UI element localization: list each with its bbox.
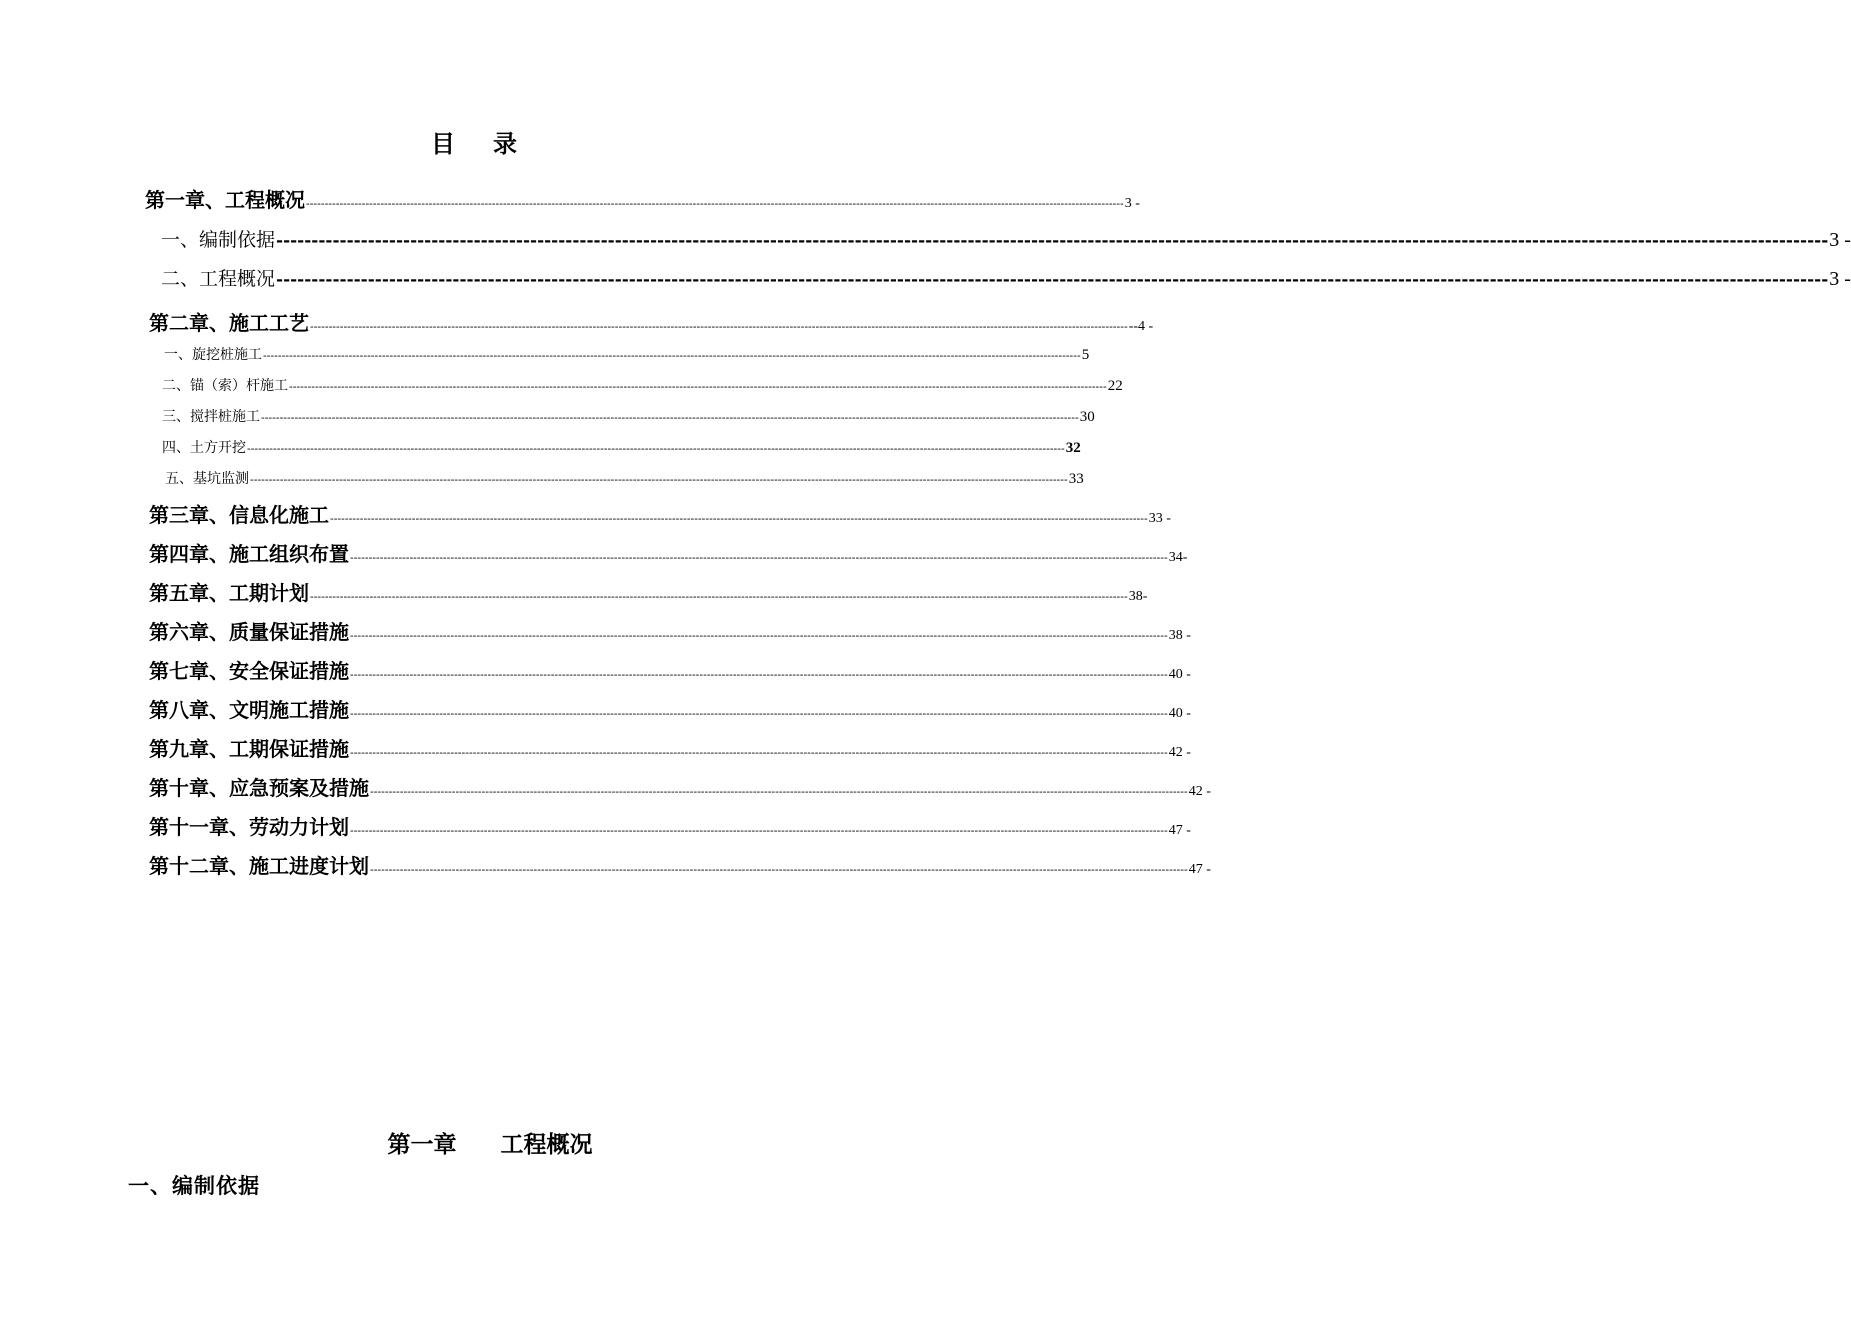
toc-title-right: 录: [493, 129, 519, 158]
toc-leader-dots: ----------------------------------------------------------------------------------------------------------------------------------------------------------------------------------------------------------------------------: [306, 197, 1124, 210]
toc-entry[interactable]: [149, 733, 1191, 762]
toc-leader-dots: ----------------------------------------------------------------------------------------------------------------------------------------------------------------------------------------------------------------------------: [370, 863, 1188, 876]
toc-entry[interactable]: [149, 850, 1211, 879]
toc-entry-label: 第三章、信息化施工: [149, 503, 329, 527]
toc-leader-dots: ----------------------------------------------------------------------------------------------------------------------------------------------------------------------------------------------------------------------------: [261, 411, 1079, 424]
toc-entry-page: 32: [1065, 440, 1081, 456]
toc-entry[interactable]: [162, 406, 1095, 426]
toc-entry[interactable]: [161, 264, 1851, 291]
toc-entry-label: 一、编制依据: [161, 229, 276, 251]
toc-entry-label: 一、旋挖桩施工: [164, 347, 262, 363]
toc-entry-label: 第二章、施工工艺: [149, 311, 309, 335]
toc-entry-page: 3 -: [1124, 196, 1140, 211]
toc-entry-label: 二、工程概况: [161, 268, 276, 290]
toc-entry-page: 47 -: [1188, 862, 1211, 877]
chapter-heading: [0, 1126, 980, 1159]
toc-entry-label: 第五章、工期计划: [149, 581, 309, 605]
toc-entry-label: 第一章、工程概况: [145, 188, 305, 212]
toc-leader-dots: ----------------------------------------------------------------------------------------------------------------------------------------------------------------------------------------------------------------------------: [263, 349, 1081, 362]
toc-entry[interactable]: [149, 694, 1191, 723]
toc-entry[interactable]: [149, 616, 1191, 645]
toc-entry[interactable]: [161, 225, 1851, 252]
toc-leader-dots: ----------------------------------------------------------------------------------------------------------------------------------------------------------------------------------------------------------------------------: [289, 380, 1107, 393]
toc-entry[interactable]: [149, 655, 1191, 684]
toc-entry-page: 40 -: [1168, 706, 1191, 721]
toc-entry-page: 38 -: [1168, 628, 1191, 643]
toc-leader-dots: ----------------------------------------------------------------------------------------------------------------------------------------------------------------------------------------------------------------------------: [350, 824, 1168, 837]
toc-entry-page: 33: [1068, 471, 1084, 487]
toc-leader-dots: ----------------------------------------------------------------------------------------------------------------------------------------------------------------------------------------------------------------------------: [276, 231, 1829, 251]
toc-entry-page: 3 -: [1829, 268, 1851, 290]
toc-entry-label: 第六章、质量保证措施: [149, 620, 349, 644]
toc-title: [0, 124, 950, 159]
toc-entry-label: 第十二章、施工进度计划: [149, 854, 369, 878]
toc-entry-label: 四、土方开挖: [162, 440, 246, 456]
toc-entry-label: 三、搅拌桩施工: [162, 409, 260, 425]
toc-entry-page: 33 -: [1148, 511, 1171, 526]
toc-entry-page: 47 -: [1168, 823, 1191, 838]
toc-entry-page: 42 -: [1168, 745, 1191, 760]
toc-entry-page: --4 -: [1128, 319, 1154, 334]
toc-entry-page: 5: [1081, 347, 1090, 363]
toc-leader-dots: ----------------------------------------------------------------------------------------------------------------------------------------------------------------------------------------------------------------------------: [350, 746, 1168, 759]
toc-entry-label: 第七章、安全保证措施: [149, 659, 349, 683]
toc-entry-page: 42 -: [1188, 784, 1211, 799]
toc-entry-label: 二、锚（索）杆施工: [162, 378, 288, 394]
toc-entry[interactable]: [165, 468, 1084, 488]
toc-entry[interactable]: [149, 538, 1188, 567]
toc-entry[interactable]: [149, 499, 1171, 528]
chapter-title: 工程概况: [500, 1132, 593, 1158]
toc-entry-label: 第八章、文明施工措施: [149, 698, 349, 722]
toc-entry[interactable]: [149, 577, 1148, 606]
toc-leader-dots: ----------------------------------------------------------------------------------------------------------------------------------------------------------------------------------------------------------------------------: [250, 473, 1068, 486]
toc-leader-dots: ----------------------------------------------------------------------------------------------------------------------------------------------------------------------------------------------------------------------------: [247, 442, 1065, 455]
toc-entry[interactable]: [162, 375, 1123, 395]
toc-leader-dots: ----------------------------------------------------------------------------------------------------------------------------------------------------------------------------------------------------------------------------: [310, 590, 1128, 603]
toc-leader-dots: ----------------------------------------------------------------------------------------------------------------------------------------------------------------------------------------------------------------------------: [350, 629, 1168, 642]
toc-entry-page: 3 -: [1829, 229, 1851, 251]
toc-leader-dots: ----------------------------------------------------------------------------------------------------------------------------------------------------------------------------------------------------------------------------: [350, 707, 1168, 720]
toc-entry-label: 五、基坑监测: [165, 471, 249, 487]
section-heading: 一、编制依据: [128, 1174, 260, 1198]
toc-leader-dots: ----------------------------------------------------------------------------------------------------------------------------------------------------------------------------------------------------------------------------: [276, 270, 1829, 290]
toc-entry-page: 30: [1079, 409, 1095, 425]
toc-entry-page: 38-: [1128, 589, 1148, 604]
toc-entry[interactable]: [164, 344, 1090, 364]
toc-entry-page: 34-: [1168, 550, 1188, 565]
chapter-number: 第一章: [387, 1132, 457, 1158]
toc-entry[interactable]: [149, 811, 1191, 840]
toc-entry-label: 第十一章、劳动力计划: [149, 815, 349, 839]
toc-leader-dots: ----------------------------------------------------------------------------------------------------------------------------------------------------------------------------------------------------------------------------: [350, 668, 1168, 681]
toc-entry[interactable]: [149, 772, 1211, 801]
toc-entry[interactable]: [162, 437, 1081, 457]
toc-entry-label: 第九章、工期保证措施: [149, 737, 349, 761]
toc-entry[interactable]: [145, 184, 1140, 213]
toc-leader-dots: ----------------------------------------------------------------------------------------------------------------------------------------------------------------------------------------------------------------------------: [350, 551, 1168, 564]
toc-title-left: 目: [431, 129, 457, 158]
toc-entry-page: 22: [1107, 378, 1123, 394]
toc-leader-dots: ----------------------------------------------------------------------------------------------------------------------------------------------------------------------------------------------------------------------------: [370, 785, 1188, 798]
toc-entry-page: 40 -: [1168, 667, 1191, 682]
toc-entry-label: 第四章、施工组织布置: [149, 542, 349, 566]
toc-entry-label: 第十章、应急预案及措施: [149, 776, 369, 800]
toc-leader-dots: ----------------------------------------------------------------------------------------------------------------------------------------------------------------------------------------------------------------------------: [330, 512, 1148, 525]
toc-leader-dots: ----------------------------------------------------------------------------------------------------------------------------------------------------------------------------------------------------------------------------: [310, 320, 1128, 333]
toc-entry[interactable]: [149, 307, 1154, 336]
